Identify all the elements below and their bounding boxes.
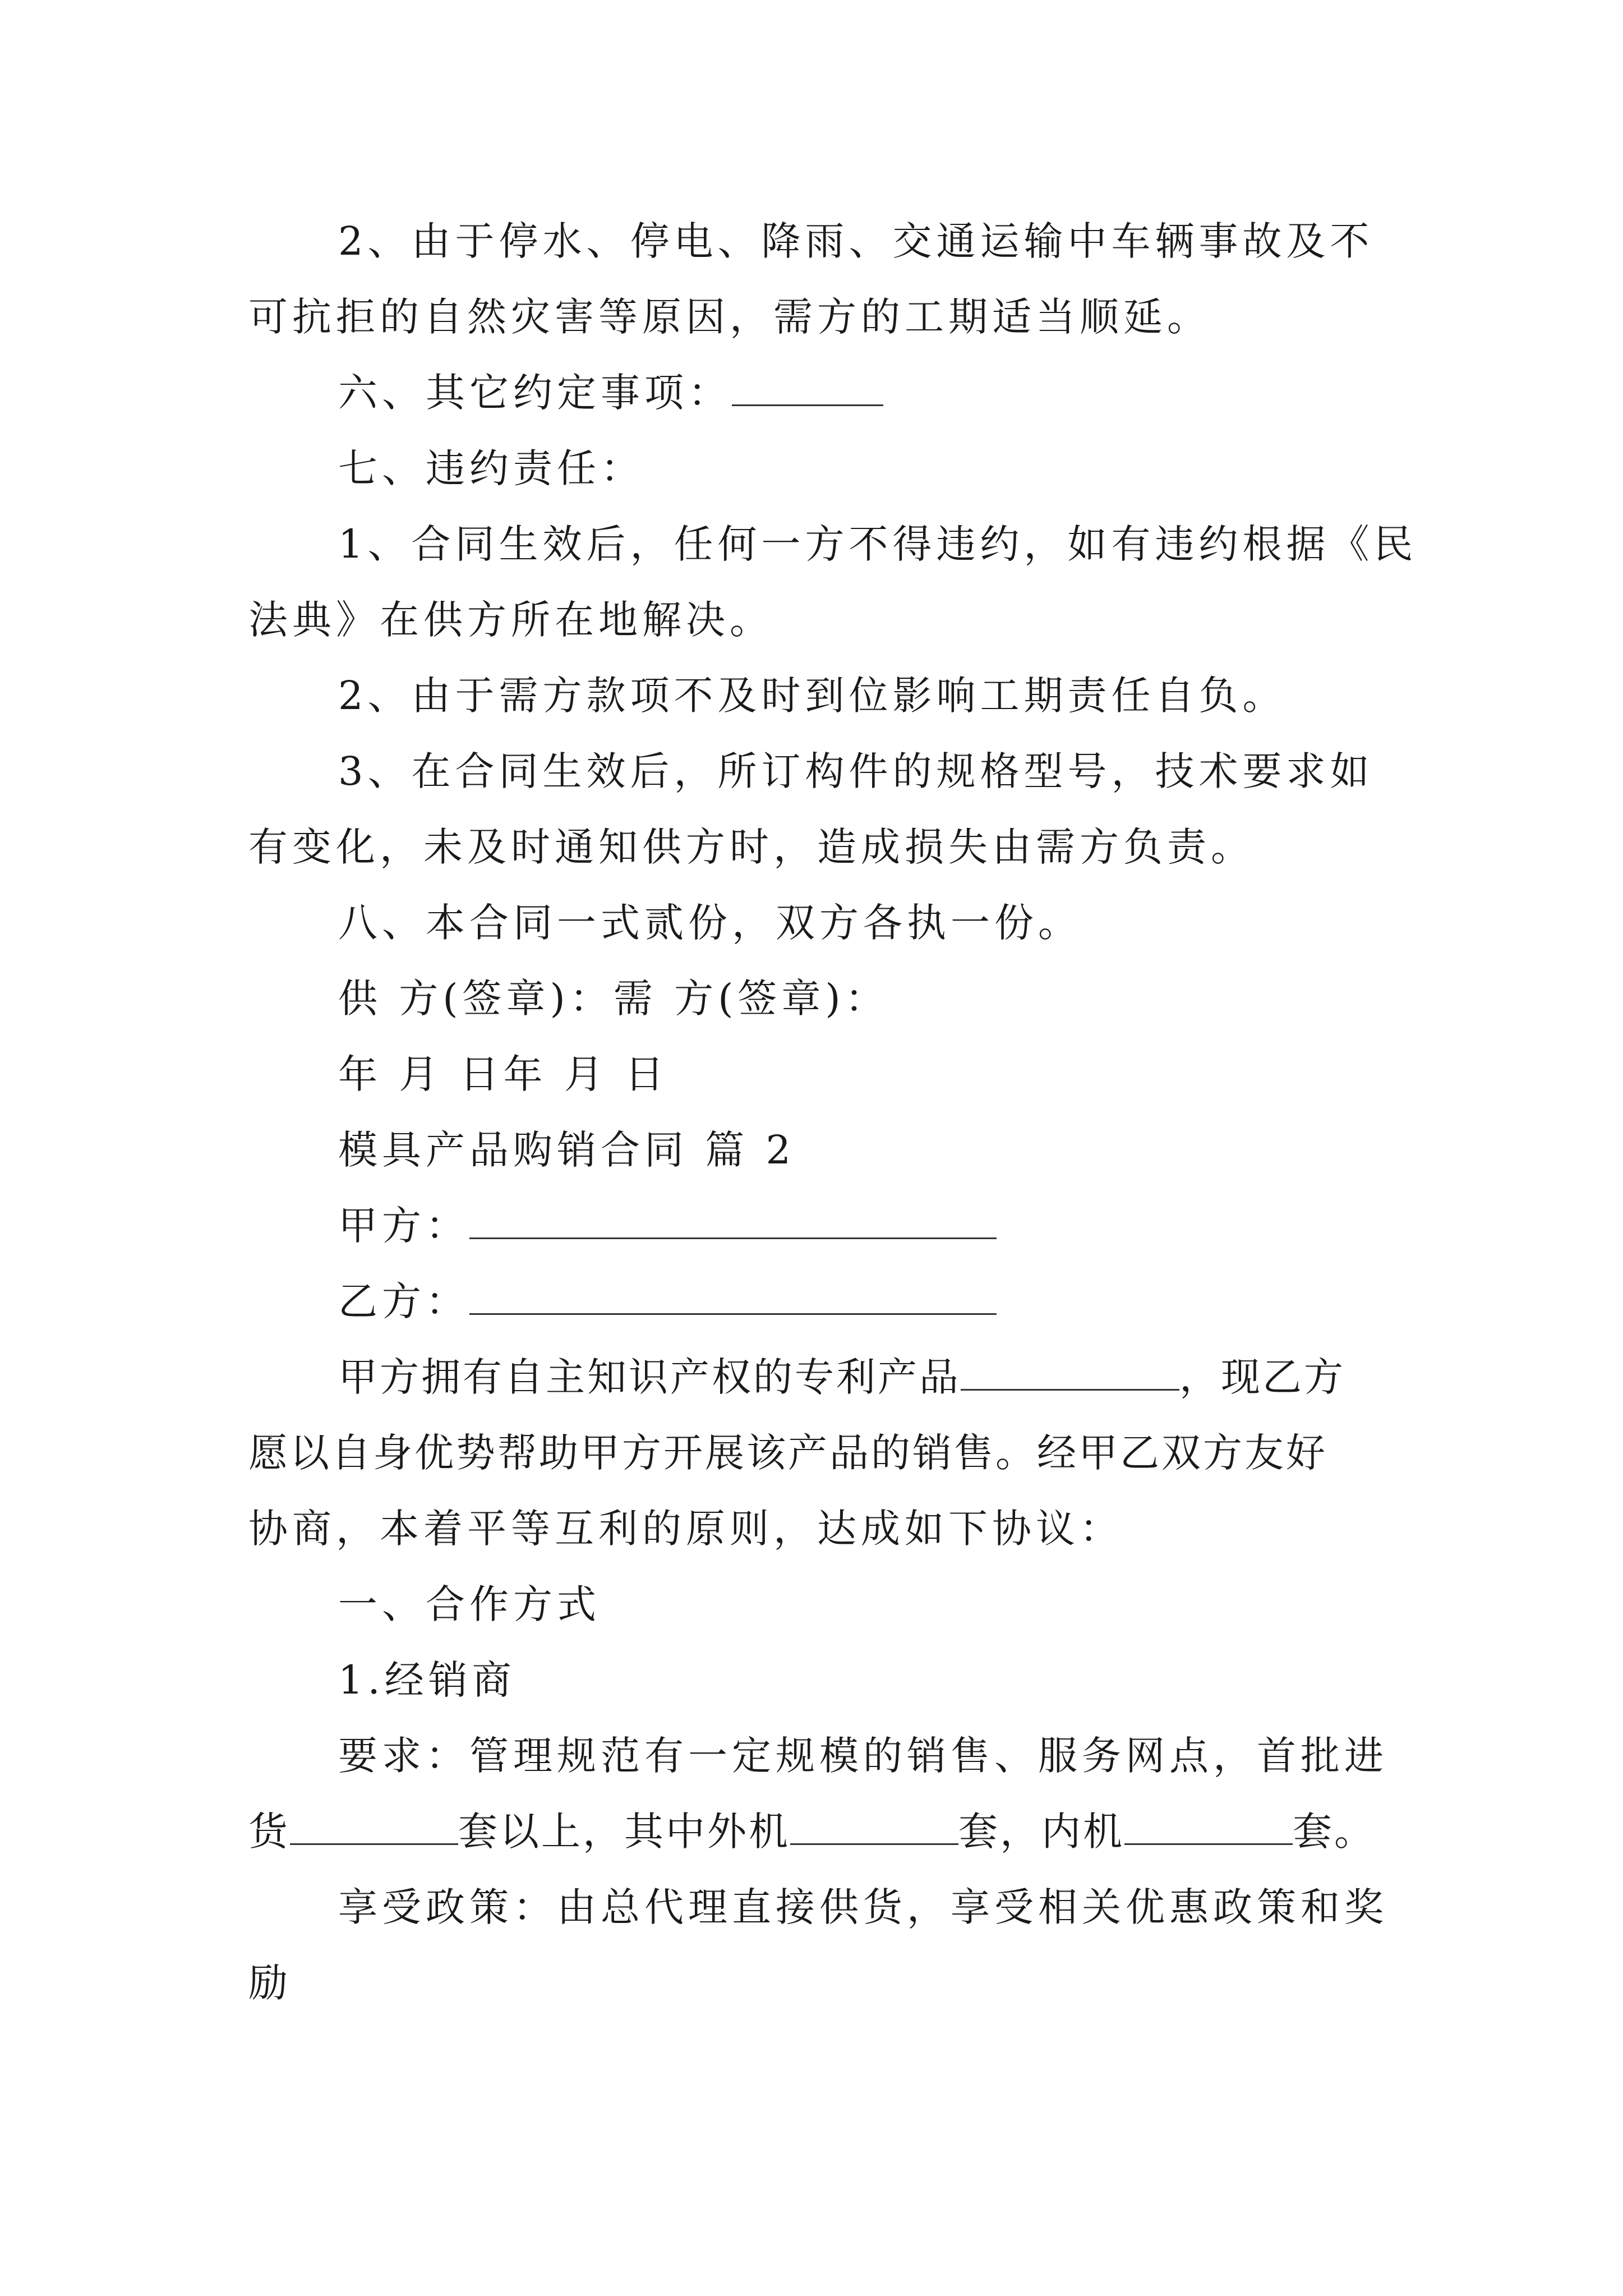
outdoor-unit-blank: [790, 1812, 958, 1845]
clause-heading: 一、合作方式: [338, 1581, 601, 1627]
goods-text-2: 套以上，其中外机: [458, 1809, 790, 1855]
blank-field: [732, 373, 883, 406]
text-line: 享受政策：由总代理直接供货，享受相关优惠政策和奖: [338, 1884, 1388, 1930]
text-line: 七、违约责任：: [338, 445, 644, 491]
text-line: 1、合同生效后，任何一方不得违约，如有违约根据《民: [338, 521, 1418, 567]
section-title: 模具产品购销合同 篇 2: [338, 1127, 796, 1173]
text-line: [248, 1809, 1376, 1855]
signature-line: 供 方(签章)：需 方(签章)：: [338, 976, 889, 1022]
sub-heading: 1.经销商: [338, 1657, 516, 1703]
text-line: 2、由于需方款项不及时到位影响工期责任自负。: [338, 673, 1287, 719]
text-line: 可抗拒的自然灾害等原因，需方的工期适当顺延。: [248, 294, 1211, 340]
goods-text-4: 套。: [1293, 1809, 1376, 1855]
text-line: [338, 1354, 1345, 1400]
party-b-label: 乙方：: [338, 1278, 469, 1324]
product-text-end: ，现乙方: [1179, 1354, 1345, 1400]
text-line: 有变化，未及时通知供方时，造成损失由需方负责。: [248, 824, 1255, 870]
text-line: 八、本合同一式贰份，双方各执一份。: [338, 900, 1082, 946]
text-line: 2、由于停水、停电、降雨、交通运输中车辆事故及不: [338, 218, 1374, 264]
text-line: 愿以自身优势帮助甲方开展该产品的销售。经甲乙双方友好: [248, 1430, 1327, 1476]
product-text: 甲方拥有自主知识产权的专利产品: [338, 1354, 961, 1400]
clause-six-label: 六、其它约定事项：: [338, 370, 732, 416]
product-blank: [961, 1358, 1179, 1391]
text-line: [338, 370, 883, 416]
quantity-blank: [290, 1812, 458, 1845]
text-line: 要求：管理规范有一定规模的销售、服务网点，首批进: [338, 1733, 1388, 1779]
party-a-line: [338, 1203, 997, 1249]
text-line: 励: [248, 1960, 292, 2006]
goods-text-3: 套，内机: [958, 1809, 1124, 1855]
goods-text: 货: [248, 1809, 290, 1855]
text-line: 法典》在供方所在地解决。: [248, 597, 773, 643]
text-line: 协商，本着平等互利的原则，达成如下协议：: [248, 1506, 1123, 1552]
party-a-blank: [469, 1206, 997, 1239]
party-b-blank: [469, 1282, 997, 1315]
indoor-unit-blank: [1124, 1812, 1293, 1845]
party-a-label: 甲方：: [338, 1203, 469, 1249]
text-line: 3、在合同生效后，所订构件的规格型号，技术要求如: [338, 748, 1374, 794]
date-line: 年 月 日年 月 日: [338, 1051, 669, 1097]
party-b-line: [338, 1278, 997, 1324]
